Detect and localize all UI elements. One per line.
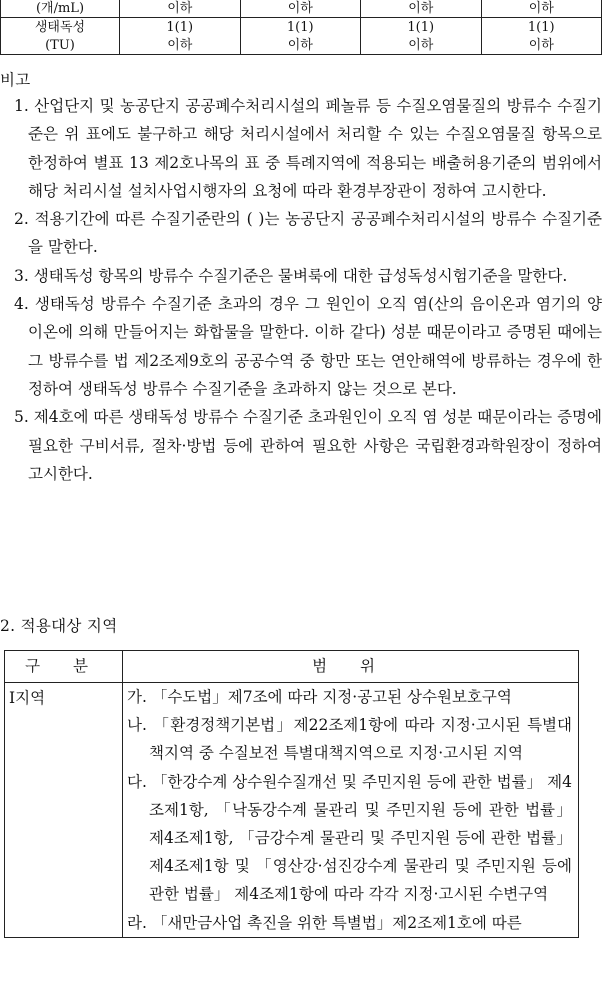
- region-range: [123, 683, 579, 938]
- table-cell: 이하: [120, 37, 241, 55]
- table-cell: 이하: [481, 37, 602, 55]
- section-2-title: 2. 적용대상 지역: [0, 617, 118, 635]
- table-cell: 이하: [361, 0, 482, 18]
- table-cell: 이하: [240, 37, 361, 55]
- note-item: [14, 262, 602, 290]
- table-cell: 이하: [240, 0, 361, 18]
- header-category: 구 분: [5, 651, 123, 683]
- row-label: (개/mL): [1, 0, 120, 18]
- note-text: 3. 생태독성 항목의 방류수 수질기준은 물벼룩에 대한 급성독성시험기준을 말한다.: [14, 266, 568, 285]
- region-label: Ⅰ지역: [5, 683, 123, 938]
- table-cell: 1(1): [240, 18, 361, 38]
- table-row: [1, 18, 602, 38]
- table-row: [5, 683, 579, 938]
- header-range: 범 위: [123, 651, 579, 683]
- note-item: [14, 92, 602, 205]
- table-row: [1, 37, 602, 55]
- note-item: [14, 403, 602, 488]
- table-row: [1, 0, 602, 18]
- water-quality-table: [0, 0, 602, 55]
- table-cell: 이하: [361, 37, 482, 55]
- note-item: [14, 205, 602, 262]
- range-item: 나. 「환경정책기본법」제22조제1항에 따라 지정·고시된 특별대책지역 중 수질보전 특별대책지역으로 지정·고시된 지역: [127, 716, 572, 763]
- note-text: 4. 생태독성 방류수 수질기준 초과의 경우 그 원인이 오직 염(산의 음이온과 염기의 양이온에 의해 만들어지는 화합물을 말한다. 이하 같다) 성분 때문이라고 증명된 때에는 그 방류수를 법 제2조제9호의 공공수역 중 항만 또는 연안해역에 방류하는 경우에 한정하여 생태독성 방류수 수질기준을 초과하지 않는 것으로 본다.: [14, 295, 602, 398]
- range-item: 라. 「새만금사업 촉진을 위한 특별법」제2조제1호에 따른: [127, 913, 522, 932]
- region-table: [4, 650, 579, 938]
- note-item: [14, 290, 602, 403]
- range-item: 가. 「수도법」제7조에 따라 지정·공고된 상수원보호구역: [127, 688, 512, 706]
- range-item: 다. 「한강수계 상수원수질개선 및 주민지원 등에 관한 법률」 제4조제1항, 「낙동강수계 물관리 및 주민지원 등에 관한 법률」 제4조제1항, 「금강수계 물관리 및 주민지원 등에 관한 법률」 제4조제1항 및 「영산강·섬진강수계 물관리 및 주민지원 등에 관한 법률」 제4조제1항에 따라 각각 지정·고시된 수변구역: [127, 772, 572, 904]
- note-text: 2. 적용기간에 따른 수질기준란의 ( )는 농공단지 공공폐수처리시설의 방류수 수질기준을 말한다.: [14, 210, 602, 257]
- table-cell: 1(1): [361, 18, 482, 38]
- row-label: (TU): [1, 37, 120, 55]
- notes-title: 비고: [0, 71, 31, 89]
- table-cell: 1(1): [481, 18, 602, 38]
- table-cell: 이하: [120, 0, 241, 18]
- notes-list: [14, 92, 602, 488]
- note-text: 1. 산업단지 및 농공단지 공공폐수처리시설의 페놀류 등 수질오염물질의 방류수 수질기준은 위 표에도 불구하고 해당 처리시설에서 처리할 수 있는 수질오염물질 항목으로 한정하여 별표 13 제2호나목의 표 중 특례지역에 적용되는 배출허용기준의 범위에서 해당 처리시설 설치사업시행자의 요청에 따라 환경부장관이 정하여 고시한다.: [14, 97, 602, 200]
- row-label: 생태독성: [1, 18, 120, 38]
- note-text: 5. 제4호에 따른 생태독성 방류수 수질기준 초과원인이 오직 염 성분 때문이라는 증명에 필요한 구비서류, 절차·방법 등에 관하여 필요한 사항은 국립환경과학원장이 정하여 고시한다.: [14, 408, 602, 483]
- table-cell: 이하: [481, 0, 602, 18]
- table-cell: 1(1): [120, 18, 241, 38]
